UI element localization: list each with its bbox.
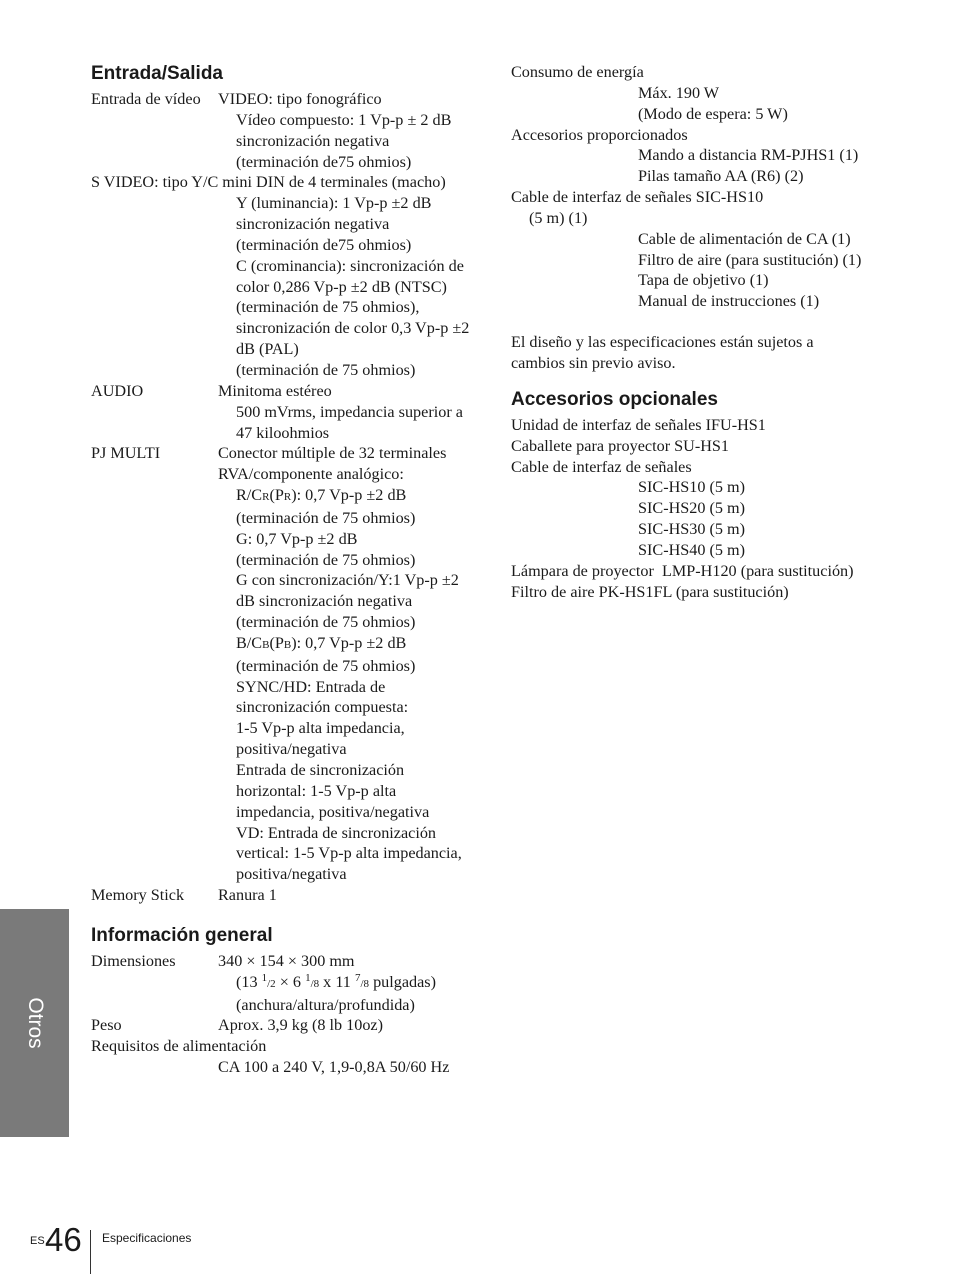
spec-detail: (terminación de 75 ohmios): [236, 613, 416, 632]
fraction-num: 7: [354, 971, 361, 984]
spec-detail-inches: [91, 972, 476, 995]
list-item: SIC-HS10 (5 m): [638, 478, 746, 497]
spec-value: RVA/componente analógico:: [218, 465, 404, 484]
spec-detail: C (crominancia): sincronización de color 0,286 Vp-p ±2 dB (NTSC): [236, 256, 464, 296]
spec-value: 340 × 154 × 300 mm: [218, 951, 355, 970]
small-caps: R: [262, 491, 270, 504]
list-item: Mando a distancia RM-PJHS1 (1): [638, 146, 859, 165]
spec-detail: (terminación de75 ohmios): [236, 152, 412, 171]
spec-label: AUDIO: [91, 381, 144, 400]
list-item: SIC-HS20 (5 m): [638, 499, 746, 518]
spec-value: Ranura 1: [218, 886, 277, 905]
page-number: 46: [45, 1221, 82, 1258]
small-caps: R: [283, 491, 292, 504]
spec-label: Entrada de vídeo: [91, 90, 201, 108]
language-code: ES: [30, 1235, 45, 1247]
side-tab-label: Otros: [23, 997, 47, 1049]
spec-detail: SYNC/HD: Entrada de sincronización compuesta:: [236, 677, 409, 717]
heading-informacion-general: Información general: [91, 924, 273, 946]
text: R/C: [236, 486, 263, 505]
spec-detail: (terminación de 75 ohmios): [236, 508, 416, 527]
list-item: Manual de instrucciones (1): [638, 292, 820, 311]
list-item: Lámpara de proyector LMP-H120 (para sustitución): [511, 561, 854, 580]
spec-label: Dimensiones: [91, 951, 176, 970]
spec-value: Aprox. 3,9 kg (8 lb 10oz): [218, 1016, 383, 1035]
heading-entrada-salida: Entrada/Salida: [91, 63, 223, 84]
list-item: Cable de alimentación de CA (1): [638, 229, 851, 248]
spec-detail: 1-5 Vp-p alta impedancia, positiva/negativa: [236, 719, 405, 759]
spec-detail: Entrada de sincronización horizontal: 1-5 Vp-p alta impedancia, positiva/negativa: [236, 761, 430, 821]
right-column: [511, 62, 906, 602]
spec-detail: VD: Entrada de sincronización vertical: 1-5 Vp-p alta impedancia, positiva/negativa: [236, 823, 462, 884]
spec-detail: (terminación de 75 ohmios): [236, 360, 416, 379]
list-item: SIC-HS40 (5 m): [638, 540, 746, 559]
spec-row-audio: [91, 381, 476, 402]
text: (P: [269, 486, 284, 505]
spec-detail: (terminación de75 ohmios): [236, 235, 412, 254]
text: ): 0,7 Vp-p ±2 dB: [291, 633, 407, 652]
spec-value: (Modo de espera: 5 W): [638, 104, 788, 123]
spec-detail: (anchura/altura/profundida): [236, 995, 415, 1014]
list-item: Filtro de aire (para sustitución) (1): [638, 250, 862, 269]
spec-row-pj-multi: [91, 443, 476, 464]
text: × 6: [275, 972, 306, 991]
spec-value: VIDEO: tipo fonográfico: [218, 90, 382, 108]
spec-detail: Vídeo compuesto: 1 Vp-p ± 2 dB sincronización negativa: [236, 110, 452, 150]
spec-detail-r: [91, 485, 476, 508]
spec-label: Accesorios proporcionados: [511, 125, 688, 144]
spec-detail: Y (luminancia): 1 Vp-p ±2 dB sincronización negativa: [236, 194, 432, 234]
heading-accesorios-opcionales: Accesorios opcionales: [511, 388, 718, 410]
spec-detail: 500 mVrms, impedancia superior a 47 kiloohmios: [236, 402, 463, 442]
spec-detail: (terminación de 75 ohmios), sincronización de color 0,3 Vp-p ±2 dB (PAL): [236, 298, 470, 359]
spec-value: CA 100 a 240 V, 1,9-0,8A 50/60 Hz: [218, 1058, 450, 1077]
small-caps: B: [283, 638, 292, 651]
spec-value: Minitoma estéreo: [218, 381, 332, 400]
list-item: Pilas tamaño AA (R6) (2): [638, 167, 804, 186]
fraction-den: /2: [267, 977, 276, 990]
spec-row-memory-stick: [91, 885, 476, 906]
spec-row-peso: [91, 1015, 476, 1036]
left-column: [91, 62, 476, 1078]
spec-row-dimensiones: [91, 951, 476, 972]
fraction-den: /8: [360, 977, 370, 990]
spec-detail: G con sincronización/Y:1 Vp-p ±2 dB sincronización negativa: [236, 571, 459, 611]
spec-detail: (terminación de 75 ohmios): [236, 550, 416, 569]
list-item: SIC-HS30 (5 m): [638, 520, 746, 539]
small-caps: B: [262, 638, 270, 651]
list-item: Caballete para proyector SU-HS1: [511, 436, 730, 455]
text: (13: [236, 972, 262, 991]
spec-label: PJ MULTI: [91, 444, 161, 463]
text: (P: [269, 633, 284, 652]
text: pulgadas): [369, 972, 436, 991]
spec-detail-b: [91, 633, 476, 656]
side-tab: [0, 909, 69, 1137]
spec-row-video: [91, 89, 476, 110]
list-item: Cable de interfaz de señales: [511, 457, 692, 476]
spec-label: Peso: [91, 1016, 122, 1035]
spec-label: Memory Stick: [91, 886, 185, 905]
fraction-den: /8: [310, 977, 320, 990]
list-item: Filtro de aire PK-HS1FL (para sustitución): [511, 582, 789, 601]
list-item: Cable de interfaz de señales SIC-HS10 (5 m) (1): [511, 188, 764, 227]
spec-value: Conector múltiple de 32 terminales: [218, 444, 447, 463]
spec-label: Consumo de energía: [511, 63, 644, 81]
text: B/C: [236, 633, 263, 652]
spec-label: Requisitos de alimentación: [91, 1037, 267, 1056]
spec-detail: (terminación de 75 ohmios): [236, 656, 416, 675]
text: ): 0,7 Vp-p ±2 dB: [291, 486, 407, 505]
spec-detail: G: 0,7 Vp-p ±2 dB: [236, 529, 358, 548]
list-item: Unidad de interfaz de señales IFU-HS1: [511, 415, 766, 434]
fraction-num: 1: [261, 971, 268, 984]
footer-divider: [90, 1230, 91, 1274]
list-item: Tapa de objetivo (1): [638, 271, 769, 290]
spec-value: S VIDEO: tipo Y/C mini DIN de 4 terminales (macho): [91, 173, 446, 192]
fraction-num: 1: [305, 971, 311, 984]
spec-value: Máx. 190 W: [638, 83, 720, 102]
disclaimer: El diseño y las especificaciones están sujetos a cambios sin previo aviso.: [511, 333, 814, 372]
section-name: Especificaciones: [102, 1231, 192, 1245]
text: x 11: [319, 972, 355, 991]
